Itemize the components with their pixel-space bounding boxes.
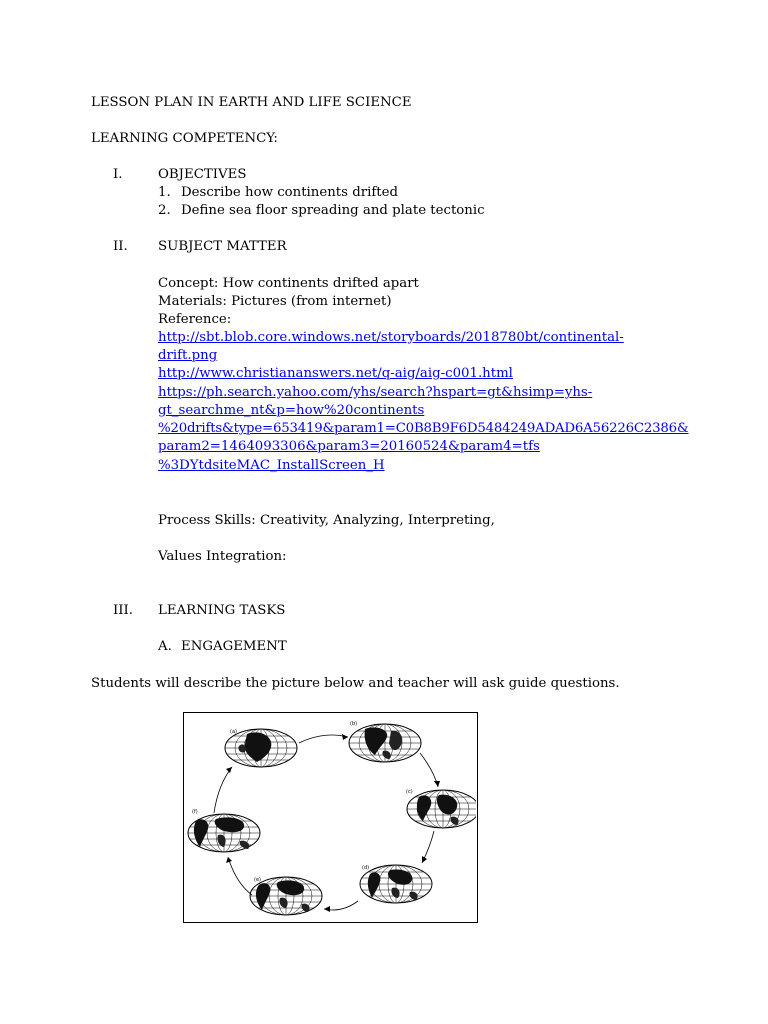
objective-number: 2. — [158, 203, 171, 218]
process-skills-text: Process Skills: Creativity, Analyzing, Interpreting, — [158, 513, 495, 528]
section-numeral-learning-tasks: III. — [113, 603, 133, 618]
figure-label: (b) — [350, 721, 358, 727]
materials-text: Materials: Pictures (from internet) — [158, 294, 392, 309]
document-title: LESSON PLAN IN EARTH AND LIFE SCIENCE — [91, 95, 412, 110]
objectives-heading: OBJECTIVES — [158, 167, 247, 182]
globe-d — [360, 865, 432, 903]
subject-matter-heading: SUBJECT MATTER — [158, 239, 287, 254]
concept-text: Concept: How continents drifted apart — [158, 276, 419, 291]
figure-label: (c) — [406, 789, 413, 795]
learning-competency-label: LEARNING COMPETENCY: — [91, 131, 278, 146]
reference-label: Reference: — [158, 312, 232, 327]
figure-label: (e) — [254, 877, 261, 883]
figure-label: (d) — [362, 865, 370, 871]
continental-drift-figure — [183, 712, 478, 923]
section-numeral-subject-matter: II. — [113, 239, 128, 254]
globe-f — [188, 814, 260, 852]
engagement-heading: ENGAGEMENT — [181, 639, 287, 654]
reference-link[interactable]: https://ph.search.yahoo.com/yhs/search?hspart=gt&hsimp=yhs- — [158, 385, 593, 400]
reference-link[interactable]: gt_searchme_nt&p=how%20continents — [158, 403, 425, 418]
reference-link[interactable]: drift.png — [158, 348, 218, 363]
instruction-text: Students will describe the picture below and teacher will ask guide questions. — [91, 676, 620, 691]
objective-number: 1. — [158, 185, 171, 200]
reference-link[interactable]: param2=1464093306&param3=20160524&param4=tfs — [158, 439, 540, 454]
values-integration-text: Values Integration: — [158, 549, 287, 564]
reference-link[interactable]: %20drifts&type=653419&param1=C0B8B9F6D5484249ADAD6A56226C2386& — [158, 421, 689, 436]
figure-label: (a) — [230, 729, 237, 735]
subsection-letter: A. — [158, 639, 172, 654]
reference-link[interactable]: %3DYtdsiteMAC_InstallScreen_H — [158, 458, 385, 473]
section-numeral-objectives: I. — [113, 167, 123, 182]
reference-link[interactable]: http://www.christiananswers.net/q-aig/aig-c001.html — [158, 366, 513, 381]
globe-b — [349, 724, 421, 762]
reference-link[interactable]: http://sbt.blob.core.windows.net/storyboards/2018780bt/continental- — [158, 330, 624, 345]
globe-c — [407, 790, 476, 828]
objective-item: Define sea floor spreading and plate tectonic — [181, 203, 485, 218]
figure-label: (f) — [192, 809, 198, 815]
continental-drift-diagram — [184, 713, 476, 921]
objective-item: Describe how continents drifted — [181, 185, 398, 200]
learning-tasks-heading: LEARNING TASKS — [158, 603, 286, 618]
